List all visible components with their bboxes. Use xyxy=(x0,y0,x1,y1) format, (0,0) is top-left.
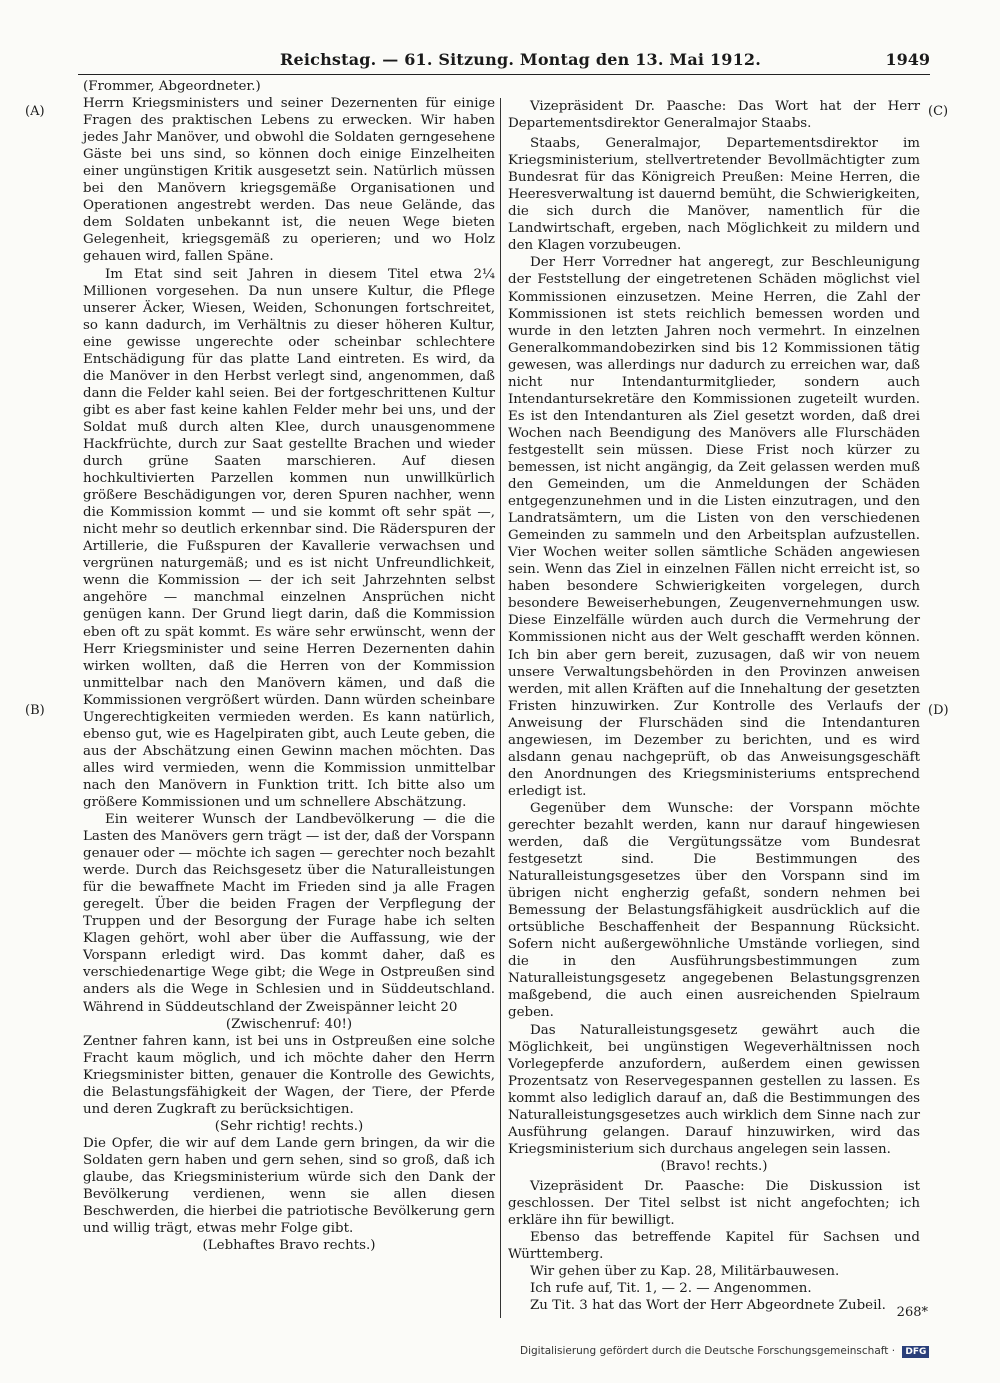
footer-credit xyxy=(520,1345,929,1358)
right-paragraph: Staabs, Generalmajor, Departementsdirektor im Kriegsministerium, stellvertretender Bevollmächtigter zum Bundesrat für das Königreich Preußen: Meine Herren, die Heeresverwaltung ist dauernd bemüht, die Schwierigkeiten, die sich durch die Manöver, namentlich für die Landwirtschaft, ergeben, nach Möglichkeit zu mildern und den Klagen vorzubeugen. xyxy=(508,136,920,254)
left-paragraph: Die Opfer, die wir auf dem Lande gern bringen, da wir die Soldaten gern haben und gern sehen, sind so groß, daß ich glaube, das Kriegsministerium würde sich den Dank der Bevölkerung verdienen, wenn sie allen diesen Beschwerden, die hierbei die patriotische Bevölkerung gern und willig trägt, etwas mehr Folge gibt. xyxy=(83,1135,495,1237)
left-text-column xyxy=(83,78,495,1254)
left-paragraph: (Frommer, Abgeordneter.) xyxy=(83,79,261,94)
right-paragraph: Das Naturalleistungsgesetz gewährt auch die Möglichkeit, bei ungünstigen Wegeverhältnissen noch Vorlegepferde anzufordern, außerdem einen gewissen Prozentsatz von Reservegespannen gestellen zu lassen. Es kommt also lediglich darauf an, daß die Bestimmungen des Naturalleistungsgesetzes auch wirklich dem Sinne nach zur Ausführung gelangen. Darauf hinzuwirken, wird das Kriegsministerium sich durchaus angelegen sein lassen. xyxy=(508,1022,920,1157)
dfg-logo: DFG xyxy=(902,1346,929,1358)
right-paragraph: Vizepräsident Dr. Paasche: Die Diskussion ist geschlossen. Der Titel selbst ist nicht angefochten; ich erkläre ihn für bewilligt. xyxy=(508,1178,920,1229)
footer-text: Digitalisierung gefördert durch die Deutsche Forschungsgemeinschaft · xyxy=(520,1345,896,1357)
left-paragraph: (Zwischenruf: 40!) xyxy=(225,1016,353,1032)
margin-mark-d: (D) xyxy=(928,703,949,718)
page-number: 1949 xyxy=(885,50,930,69)
header-rule xyxy=(78,74,930,75)
right-paragraph: Gegenüber dem Wunsche: der Vorspann möchte gerechter bezahlt werden, kann nur darauf hingewiesen werden, daß die Vergütungssätze vom Bundesrat festgesetzt sind. Die Bestimmungen des Naturalleistungsgesetzes über den Vorspann sind im übrigen nicht engherzig gefaßt, sondern nehmen bei Bemessung der Belastungsfähigkeit ausdrücklich auf die ortsübliche Beschaffenheit der Bespannung Rücksicht. Sofern nicht außergewöhnliche Umstände vorliegen, sind die in den Ausführungsbestimmungen zum Naturalleistungsgesetz angegebenen Belastungsgrenzen maßgebend, die auch einen ausreichenden Spielraum geben. xyxy=(508,800,920,1021)
right-paragraph: Ich rufe auf, Tit. 1, — 2. — Angenommen. xyxy=(530,1281,812,1297)
left-paragraph: (Sehr richtig! rechts.) xyxy=(214,1118,364,1134)
right-paragraph: Wir gehen über zu Kap. 28, Militärbauwesen. xyxy=(530,1264,840,1280)
left-paragraph: Ein weiterer Wunsch der Landbevölkerung — die die Lasten des Manövers gern trägt — ist der, daß der Vorspann genauer oder — möchte ich sagen — gerechter noch bezahlt werde. Durch das Reichsgesetz über die Naturalleistungen für die bewaffnete Macht im Frieden sind ja alle Fragen geregelt. Über die beiden Fragen der Verpflegung der Truppen und der Besorgung der Furage habe ich selten Klagen gehört, wohl aber über die Auffassung, wie der Vorspann erledigt wird. Das kommt daher, daß es verschiedenartige Wege gibt; die Wege in Ostpreußen sind anders als die Wege in Schlesien und in Süddeutschland. Während in Süddeutschland der Zweispänner leicht 20 xyxy=(83,812,495,1015)
page-header xyxy=(70,50,930,74)
right-paragraph: Der Herr Vorredner hat angeregt, zur Beschleunigung der Feststellung der eingetretenen Schäden möglichst viel Kommissionen einzusetzen. Meine Herren, die Zahl der Kommissionen ist stets reichlich bemessen worden und wurde in den letzten Jahren noch vermehrt. In einzelnen Generalkommandobezirken sind bis 12 Kommissionen tätig gewesen, was allerdings nur dadurch zu erreichen war, daß nicht nur Intendanturmitglieder, sondern auch Intendantursekretäre den Kommissionen zugeteilt wurden. Es ist den Intendanturen als Ziel gesetzt worden, daß drei Wochen nach Beendigung des Manövers alle Flurschäden festgestellt sein müssen. Diese Frist noch kürzer zu bemessen, ist nicht angängig, da Zeit gelassen werden muß den Gemeinden, um die Anmeldungen der Schäden entgegenzunehmen und in die Listen einzutragen, und den Landratsämtern, um die Listen von den verschiedenen Gemeinden zu sammeln und den Arbeitsplan aufzustellen. Vier Wochen weiter sollen sämtliche Schäden angewiesen sein. Wenn das Ziel in einzelnen Fällen nicht erreicht ist, so haben besondere Schwierigkeiten vorgelegen, durch besondere Beweiserhebungen, Zeugenvernehmungen usw. Diese Einzelfälle würden auch durch die Vermehrung der Kommissionen nicht aus der Welt geschafft werden können. Ich bin aber gern bereit, zuzusagen, daß wir von neuem unsere Verwaltungsbehörden in den Provinzen anweisen werden, mit allen Kräften auf die Innehaltung der gesetzten Fristen hinzuwirken. Zur Kontrolle des Verlaufs der Anweisung der Flurschäden sind die Intendanturen angewiesen, im Dezember zu berichten, und es wird alsdann genau nachgeprüft, ob das Anweisungsgeschäft den Anordnungen des Kriegsministeriums entsprechend erledigt ist. xyxy=(508,255,920,799)
right-text-column xyxy=(508,98,920,1314)
margin-mark-a: (A) xyxy=(25,104,45,119)
header-title: Reichstag. — 61. Sitzung. Montag den 13. Mai 1912. xyxy=(280,50,762,69)
left-paragraph: Zentner fahren kann, ist bei uns in Ostpreußen eine solche Fracht kaum möglich, und ich möchte daher den Herrn Kriegsminister bitten, genauer die Kontrolle des Gewichts, die Belastungsfähigkeit der Wagen, der Tiere, der Pferde und deren Zugkraft zu berücksichtigen. xyxy=(83,1033,495,1117)
right-paragraph: Zu Tit. 3 hat das Wort der Herr Abgeordnete Zubeil. xyxy=(530,1298,886,1314)
left-paragraph: (Lebhaftes Bravo rechts.) xyxy=(202,1238,376,1254)
right-paragraph: (Bravo! rechts.) xyxy=(660,1158,768,1174)
signature-mark: 268* xyxy=(896,1305,928,1320)
right-paragraph: Ebenso das betreffende Kapitel für Sachsen und Württemberg. xyxy=(508,1230,920,1263)
left-paragraph: Im Etat sind seit Jahren in diesem Titel etwa 2¼ Millionen vorgesehen. Da nun unsere Kultur, die Pflege unserer Äcker, Wiesen, Weiden, Schonungen fortschreitet, so kann dadurch, im Verhältnis zu dieser höheren Kultur, eine gewisse ungerechte oder scheinbar schlechtere Entschädigung für das platte Land eintreten. Es wird, da die Manöver in den Herbst verlegt sind, angenommen, daß dann die Felder kahl seien. Bei der fortgeschrittenen Kultur gibt es aber fast keine kahlen Felder mehr bei uns, und der Soldat muß durch alten Klee, durch unausgenommene Hackfrüchte, durch zur Saat gestellte Brachen und wieder durch grüne Saaten marschieren. Auf diesen hochkultivierten Parzellen kommen nun unwillkürlich größere Beschädigungen vor, deren Spuren nachher, wenn die Kommission kommt — und sie kommt oft sehr spät —, nicht mehr so deutlich erkennbar sind. Die Räderspuren der Artillerie, die Fußspuren der Kavallerie verwachsen und vergrünen naturgemäß; und es ist nicht Unfreundlichkeit, wenn die Kommission — der ich seit Jahrzehnten selbst angehöre — manchmal einzelnen Ansprüchen nicht genügen kann. Der Grund liegt darin, daß die Kommission eben oft zu spät kommt. Es wäre sehr erwünscht, wenn der Herr Kriegsminister und seine Herren Dezernenten dahin wirken wollten, daß die Herren von der Kommission unmittelbar nach den Manövern kämen, und daß die Kommissionen vergrößert würden. Dann würden scheinbare Ungerechtigkeiten vermieden werden. Es kann natürlich, ebenso gut, wie es Hagelpiraten gibt, auch Leute geben, die aus der Abschätzung einen Gewinn machen möchten. Das alles wird vermieden, wenn die Kommission unmittelbar nach den Manövern in Funktion tritt. Ich bitte also um größere Kommissionen und um schnellere Abschätzung. xyxy=(83,266,495,810)
right-paragraph: Vizepräsident Dr. Paasche: Das Wort hat der Herr Departementsdirektor Generalmajor Staabs. xyxy=(508,99,920,132)
margin-mark-b: (B) xyxy=(25,703,45,718)
column-divider xyxy=(500,98,501,1318)
margin-mark-c: (C) xyxy=(928,104,949,119)
left-paragraph: Herrn Kriegsministers und seiner Dezernenten für einige Fragen des praktischen Lebens zu erwecken. Wir haben jedes Jahr Manöver, und obwohl die Soldaten gerngesehene Gäste bei uns sind, so können doch einige Einzelheiten einer ungünstigen Kritik ausgesetzt sein. Natürlich müssen bei den Manövern kriegsgemäße Organisationen und Operationen angestrebt werden. Das neue Gelände, das dem Soldaten unbekannt ist, die neuen Wege bieten Gelegenheit, kriegsgemäß zu operieren; und wo Holz gehauen wird, fallen Späne. xyxy=(83,96,495,265)
